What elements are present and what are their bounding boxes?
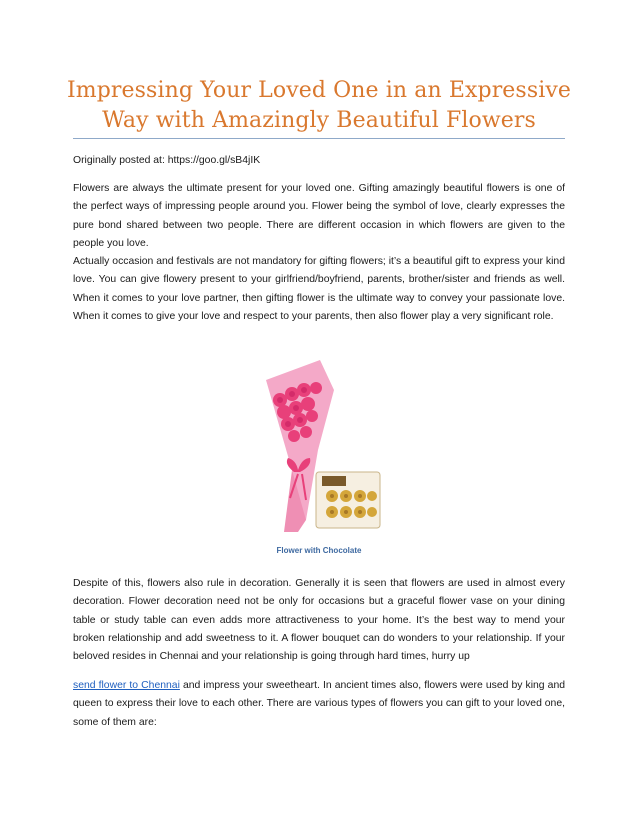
paragraph-3: Despite of this, flowers also rule in decoration. Generally it is seen that flowers are used in almost every decoration. Flower decoration need not be only for occasions but a graceful flower vase on your dining table or study table can even adds more attractiveness to your home. It’s the best way to mend your broken relationship and add sweetness to it. A flower bouquet can do wonders to your relationship. If your beloved resides in Chennai and your relationship is going through hard times, hurry up bbox=[73, 578, 565, 663]
paragraph-1: Flowers are always the ultimate present for your loved one. Gifting amazingly beautiful flowers is one of the perfect ways of impressing people around you. Flower being the symbol of love, clearly expresses the pure bond shared between two people. There are different occasion in which flowers are given to the people you love. bbox=[73, 183, 565, 249]
title-divider bbox=[73, 138, 565, 139]
chocolate-box bbox=[316, 472, 380, 528]
flower-chocolate-image bbox=[258, 360, 386, 536]
bouquet-illustration bbox=[258, 360, 386, 536]
origin-line: Originally posted at: https://goo.gl/sB4jIK bbox=[73, 155, 261, 166]
title-line-2: Way with Amazingly Beautiful Flowers bbox=[102, 108, 536, 133]
paragraph-4 bbox=[73, 677, 565, 732]
image-caption: Flower with Chocolate bbox=[276, 546, 362, 555]
paragraph-2: Actually occasion and festivals are not mandatory for gifting flowers; it’s a beautiful gift to express your kind love. You can give flowery present to your girlfriend/boyfriend, parents, brother/sister and friends as well. When it comes to your love partner, then gifting flower is the ultimate way to convey your passionate love. When it comes to give your love and respect to your parents, then also flower play a very significant role. bbox=[73, 256, 565, 322]
document-title bbox=[60, 76, 578, 136]
send-flower-chennai-link[interactable]: send flower to Chennai bbox=[73, 680, 180, 691]
title-line-1: Impressing Your Loved One in an Expressive bbox=[67, 78, 571, 103]
paragraph-4-text: and impress your sweetheart. In ancient times also, flowers were used by king and queen to express their love to each other. There are various types of flowers you can gift to your loved one, some of them are: bbox=[73, 680, 566, 728]
